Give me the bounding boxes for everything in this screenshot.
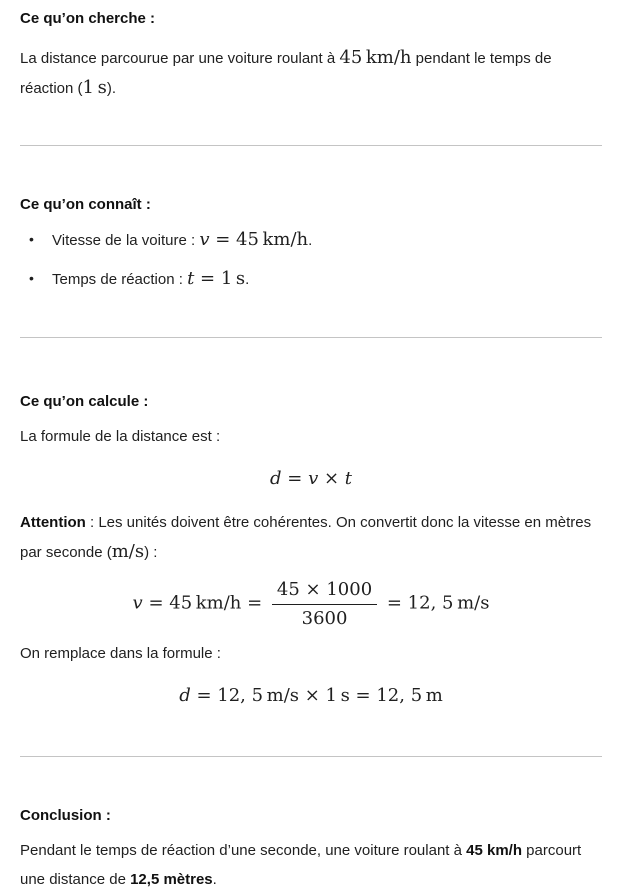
text-run: . [308,232,313,249]
math-operator: × [318,468,345,489]
math-variable-d: d [179,685,191,706]
display-formula-conversion [20,578,602,631]
paragraph-cherche [20,43,602,103]
math-run: = 45 km/h = [142,592,268,614]
inline-math-unit: m/s [111,541,145,562]
text-run: ). [106,80,116,97]
section-heading-calcule: Ce qu’on calcule : [20,393,149,410]
inline-math-value: = 1 s [194,268,246,289]
bold-speed: 45 km/h [466,842,523,859]
section-cherche [20,6,602,103]
display-formula-result [20,681,602,712]
bullet-icon: • [29,270,34,286]
bold-distance: 12,5 mètres [130,871,213,888]
divider [20,756,602,757]
text-run: . [245,271,250,288]
bullet-list [20,225,602,294]
attention-label: Attention [20,514,86,531]
math-variable-d: d [270,468,282,489]
section-connait [20,192,602,294]
text-run: La distance parcourue par une voiture roulant à [20,50,340,67]
list-item-vitesse [20,225,602,255]
text-run: parcourt une distance de [20,842,582,888]
paragraph-remplace: On remplace dans la formule : [20,645,221,662]
text-run: pendant le temps de réaction ( [20,50,552,97]
section-heading-connait: Ce qu’on connaît : [20,196,151,213]
inline-math-value: = 45 km/h [209,229,309,250]
math-variable-v: v [199,229,210,250]
text-run: : Les unités doivent être cohérentes. On convertit donc la vitesse en mètres par seconde ( [20,514,592,561]
text-run: Pendant le temps de réaction d’une seconde, une voiture roulant à [20,842,467,859]
math-variable-t: t [344,468,352,489]
divider [20,337,602,338]
inline-math-time: 1 s [82,77,107,98]
section-heading-cherche: Ce qu’on cherche : [20,10,156,27]
text-run: Temps de réaction : [52,271,188,288]
text-run: ) : [144,544,158,561]
paragraph-attention [20,508,602,567]
math-run: = 12, 5 m/s × 1 s = 12, 5 m [190,685,443,706]
math-variable-t: t [187,268,195,289]
section-conclusion [20,803,602,889]
math-run: = 12, 5 m/s [381,592,490,614]
list-item-temps [20,264,602,294]
fraction-numerator: 45 × 1000 [276,579,373,600]
inline-math-speed: 45 km/h [339,47,412,68]
math-variable-v: v [308,468,319,489]
display-formula-distance [20,464,602,495]
fraction [272,578,377,631]
divider [20,145,602,146]
paragraph-formule-intro: La formule de la distance est : [20,428,221,445]
paragraph-conclusion [20,836,602,889]
section-calcule [20,389,602,712]
text-run: Vitesse de la voiture : [52,232,200,249]
math-variable-v: v [132,592,143,614]
text-run: . [212,871,217,888]
bullet-icon: • [29,231,34,247]
section-heading-conclusion: Conclusion : [20,807,111,824]
math-operator: = [281,468,309,489]
fraction-denominator: 3600 [272,604,377,631]
